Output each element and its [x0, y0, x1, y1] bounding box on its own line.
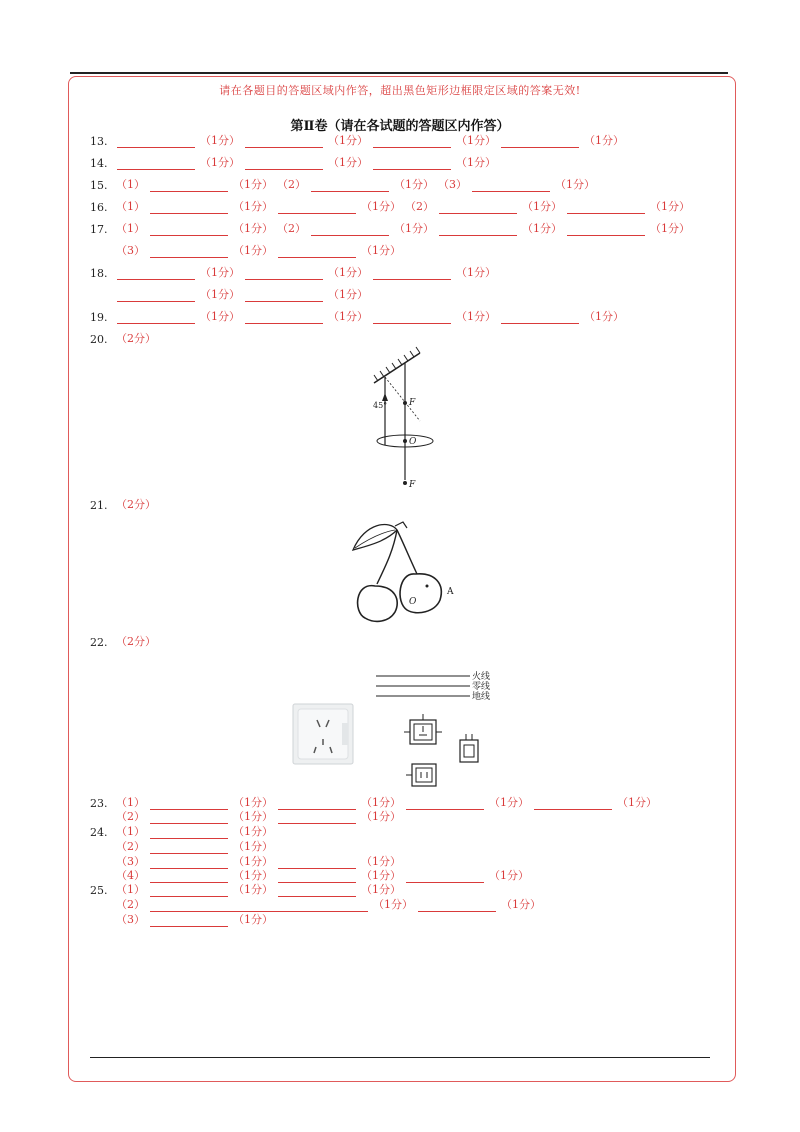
question-number: 22. [90, 636, 108, 649]
score: （1分） [617, 796, 657, 809]
answer-blank[interactable] [150, 843, 228, 854]
header-rule [70, 72, 728, 74]
question-number: 15. [90, 179, 108, 192]
question-number: 21. [90, 499, 108, 512]
score: （1分） [501, 898, 541, 911]
score: （1分） [328, 156, 368, 169]
score: （1分） [522, 200, 562, 213]
pivot-label: O [409, 437, 417, 447]
answer-blank[interactable] [150, 203, 228, 214]
answer-blank[interactable] [373, 313, 451, 324]
score: （1分） [361, 883, 401, 896]
angle-label: 45° [373, 401, 388, 410]
answer-blank[interactable] [150, 872, 228, 883]
answer-blank[interactable] [418, 901, 496, 912]
question-number: 19. [90, 311, 108, 324]
score: （1分） [361, 244, 401, 257]
switch-symbol [460, 734, 478, 762]
question-25-part2 [114, 898, 543, 912]
score: （2分） [116, 498, 156, 511]
answer-blank[interactable] [150, 225, 228, 236]
answer-blank[interactable] [373, 159, 451, 170]
question-20 [90, 332, 158, 346]
answer-blank[interactable] [373, 269, 451, 280]
score: （1分） [233, 244, 273, 257]
score: （1分） [456, 156, 496, 169]
score: （1分） [555, 178, 595, 191]
sub-label: （3） [438, 178, 467, 191]
sub-label: （2） [277, 178, 306, 191]
score: （1分） [584, 134, 624, 147]
question-24-part4 [114, 869, 531, 883]
sub-label: （3） [116, 244, 145, 257]
answer-blank[interactable] [534, 799, 612, 810]
score: （1分） [456, 266, 496, 279]
score: （1分） [328, 134, 368, 147]
pivot-point [403, 439, 407, 443]
question-number: 17. [90, 223, 108, 236]
sub-label: （3） [116, 913, 145, 926]
question-number: 13. [90, 135, 108, 148]
answer-blank[interactable] [117, 313, 195, 324]
question-16 [90, 200, 692, 214]
answer-blank[interactable] [278, 872, 356, 883]
score: （1分） [233, 883, 273, 896]
question-18-cont [114, 288, 370, 302]
sub-label: （1） [116, 222, 145, 235]
score: （1分） [233, 200, 273, 213]
answer-blank[interactable] [245, 269, 323, 280]
answer-blank[interactable] [567, 203, 645, 214]
question-24-part2 [114, 840, 275, 854]
sub-label: （1） [116, 796, 145, 809]
score: （1分） [489, 796, 529, 809]
leaf [353, 525, 397, 550]
question-25-part3 [114, 913, 275, 927]
answer-blank[interactable] [150, 799, 228, 810]
question-14 [90, 156, 498, 170]
answer-blank[interactable] [150, 828, 228, 839]
score: （1分） [233, 869, 273, 882]
score: （1分） [200, 156, 240, 169]
footer-rule [90, 1057, 710, 1058]
point-a-label: A [447, 587, 454, 597]
sub-label: （2） [116, 840, 145, 853]
score: （1分） [361, 855, 401, 868]
question-23-cont [114, 810, 403, 824]
score: （1分） [650, 222, 690, 235]
ground-label: 地线 [472, 692, 491, 702]
cherry-left [358, 586, 398, 622]
answer-blank[interactable] [150, 886, 228, 897]
sub-label: （1） [116, 825, 145, 838]
answer-blank[interactable] [278, 858, 356, 869]
force-point [403, 401, 407, 405]
answer-blank[interactable] [150, 916, 228, 927]
score: （1分） [361, 810, 401, 823]
score: （1分） [233, 222, 273, 235]
score: （1分） [233, 825, 273, 838]
question-number: 16. [90, 201, 108, 214]
question-18 [90, 266, 498, 280]
two-pin-socket [406, 764, 436, 786]
score: （1分） [233, 855, 273, 868]
score: （1分） [456, 134, 496, 147]
score: （1分） [233, 810, 273, 823]
score: （1分） [200, 266, 240, 279]
score: （1分） [456, 310, 496, 323]
answer-blank[interactable] [406, 872, 484, 883]
question-25 [90, 883, 403, 897]
answer-blank[interactable] [278, 813, 356, 824]
neutral-label: 零线 [472, 682, 491, 692]
answer-blank[interactable] [150, 181, 228, 192]
question-number: 18. [90, 267, 108, 280]
question-17 [90, 222, 692, 236]
force-label-lower: F [409, 480, 416, 490]
answer-blank[interactable] [150, 858, 228, 869]
answer-blank[interactable] [472, 181, 550, 192]
question-number: 25. [90, 884, 108, 897]
score: （1分） [584, 310, 624, 323]
question-number: 24. [90, 826, 108, 839]
answer-blank[interactable] [311, 181, 389, 192]
answer-blank[interactable] [117, 291, 195, 302]
sub-label: （2） [116, 810, 145, 823]
score: （1分） [522, 222, 562, 235]
score: （1分） [233, 796, 273, 809]
sub-label: （1） [116, 883, 145, 896]
answer-blank[interactable] [117, 269, 195, 280]
three-pin-socket [404, 714, 442, 744]
answer-blank[interactable] [117, 137, 195, 148]
cherry-right [400, 574, 441, 613]
score: （1分） [361, 869, 401, 882]
notice-text: 请在各题目的答题区域内作答，超出黑色矩形边框限定区域的答案无效! [219, 84, 581, 97]
answer-blank[interactable] [501, 313, 579, 324]
sub-label: （2） [277, 222, 306, 235]
sub-label: （1） [116, 178, 145, 191]
question-17-cont [114, 244, 403, 258]
score: （1分） [200, 310, 240, 323]
force-label-upper: F [409, 398, 416, 408]
score: （1分） [394, 178, 434, 191]
question-13 [90, 134, 626, 148]
score: （1分） [489, 869, 529, 882]
figure-21-cherry [345, 512, 465, 627]
answer-blank[interactable] [311, 225, 389, 236]
figure-22-circuit [372, 664, 502, 789]
figure-22-socket-photo [292, 703, 354, 765]
answer-blank[interactable] [278, 886, 356, 897]
score: （1分） [328, 266, 368, 279]
answer-blank[interactable] [439, 203, 517, 214]
sub-label: （2） [116, 898, 145, 911]
score: （1分） [233, 178, 273, 191]
answer-blank[interactable] [245, 313, 323, 324]
question-number: 23. [90, 797, 108, 810]
score: （1分） [394, 222, 434, 235]
answer-blank[interactable] [150, 813, 228, 824]
answer-blank[interactable] [406, 799, 484, 810]
score: （1分） [361, 200, 401, 213]
stem-right [397, 530, 417, 574]
answer-blank[interactable] [245, 159, 323, 170]
answer-blank[interactable] [117, 159, 195, 170]
answer-blank[interactable] [501, 137, 579, 148]
question-19 [90, 310, 626, 324]
answer-blank[interactable] [439, 225, 517, 236]
score: （1分） [200, 288, 240, 301]
question-number: 20. [90, 333, 108, 346]
question-24 [90, 825, 275, 839]
sub-label: （1） [116, 200, 145, 213]
answer-blank[interactable] [567, 225, 645, 236]
live-label: 火线 [472, 672, 491, 682]
answer-blank[interactable] [278, 799, 356, 810]
question-22 [90, 635, 158, 649]
sub-label: （2） [405, 200, 434, 213]
question-15 [90, 178, 597, 192]
sub-label: （4） [116, 869, 145, 882]
answer-blank[interactable] [245, 291, 323, 302]
score: （1分） [233, 840, 273, 853]
score: （1分） [373, 898, 413, 911]
score: （2分） [116, 635, 156, 648]
score: （1分） [200, 134, 240, 147]
answer-blank[interactable] [245, 137, 323, 148]
question-number: 14. [90, 157, 108, 170]
score: （1分） [328, 288, 368, 301]
section-title: 第Ⅱ卷（请在各试题的答题区内作答） [290, 119, 510, 134]
answer-blank[interactable] [373, 137, 451, 148]
question-21 [90, 498, 158, 512]
figure-20-lever [360, 345, 460, 495]
score: （1分） [233, 913, 273, 926]
score: （1分） [650, 200, 690, 213]
score: （1分） [328, 310, 368, 323]
score: （2分） [116, 332, 156, 345]
answer-blank[interactable] [150, 247, 228, 258]
score: （1分） [361, 796, 401, 809]
center-label: O [409, 597, 417, 607]
answer-blank[interactable] [278, 203, 356, 214]
answer-blank[interactable] [278, 247, 356, 258]
sub-label: （3） [116, 855, 145, 868]
